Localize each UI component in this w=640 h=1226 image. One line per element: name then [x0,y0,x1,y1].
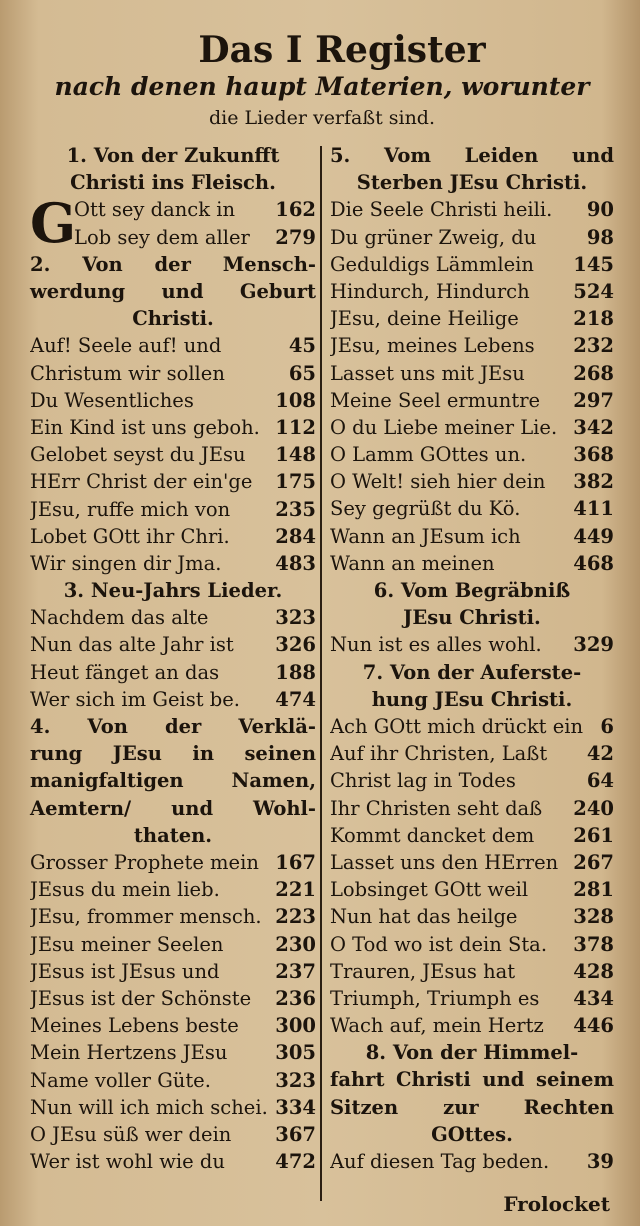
index-entry: O Welt! sieh hier dein 382 [329,470,614,494]
drop-cap-block [30,191,316,256]
left-column [30,142,320,1201]
section-8-heading-line-3: Sitzen zur Rechten [329,1095,614,1119]
page-subtitle: nach denen haupt Materien, worunter [54,72,590,101]
index-entry: JEsu meiner Seelen 230 [30,932,316,956]
section-4-entries [30,849,316,1175]
section-7-heading: 7. Von der Auferste- [362,660,582,684]
index-entry: Die Seele Christi heili. 90 [329,198,614,222]
index-entry: Ach GOtt mich drückt ein 6 [329,715,614,739]
section-5-heading: 5. Vom Leiden und [329,144,614,167]
index-entry: O du Liebe meiner Lie. 342 [329,415,614,439]
index-entry: Trauren, JEsus hat 428 [329,959,614,983]
right-column [322,142,614,1201]
section-8-heading: 8. Von der Himmel- [365,1041,579,1065]
register-columns [30,142,614,1201]
section-1-heading: 1. Von der Zukunfft [66,144,280,167]
index-entry: Geduldigs Lämmlein 145 [329,252,614,276]
index-entry: Nachdem das alte 323 [30,606,316,630]
section-4-heading-line-5: thaten. [133,823,213,847]
index-entry: JEsu, ruffe mich von 235 [30,497,316,521]
index-entry: Lasset uns mit JEsu 268 [329,361,614,385]
index-entry: JEsu, meines Lebens 232 [329,334,614,358]
index-entry: Gelobet seyst du JEsu 148 [30,443,316,467]
index-entry: Lasset uns den HErren 267 [329,850,614,874]
index-entry: Sey gegrüßt du Kö. 411 [329,497,614,521]
section-8-heading-line-4: GOttes. [431,1122,513,1146]
index-entry: Nun will ich mich schei. 334 [30,1095,316,1119]
catchword: Frolocket [503,1192,610,1216]
index-entry: Meines Lebens beste 300 [30,1014,316,1038]
section-3-entries [30,604,316,713]
index-entry: Wach auf, mein Hertz 446 [329,1014,614,1038]
index-entry: O Lamm GOttes un. 368 [329,443,614,467]
index-entry: Meine Seel ermuntre 297 [329,388,614,412]
index-entry: Christ lag in Todes 64 [329,769,614,793]
index-entry: O Tod wo ist dein Sta. 378 [329,932,614,956]
index-entry: Du Wesentliches 108 [30,388,316,412]
section-4-heading-line-4: Aemtern/ und Wohl- [30,796,316,820]
index-entry: Hindurch, Hindurch 524 [329,279,614,303]
section-4-heading: 4. Von der Verklä- [30,715,316,739]
section-2-entries [30,332,316,577]
index-entry: Auf! Seele auf! und 45 [30,334,316,358]
section-3-heading: 3. Neu-Jahrs Lieder. [63,579,283,603]
index-entry: Nun ist es alles wohl. 329 [329,633,614,657]
index-entry: Name voller Güte. 323 [30,1068,316,1092]
section-1-heading-line-2: Christi ins Fleisch. [70,171,276,195]
index-entry: Ott sey danck in 162 [74,198,316,222]
section-8-heading-line-2: fahrt Christi und seinem [329,1068,614,1092]
section-6-heading: 6. Vom Begräbniß [373,579,571,603]
index-entry: JEsu, deine Heilige 218 [329,307,614,331]
index-entry: Auf diesen Tag beden. 39 [329,1150,614,1174]
index-entry: Auf ihr Christen, Laßt 42 [329,742,614,766]
index-entry: Wir singen dir Jma. 483 [30,551,316,575]
index-entry: Triumph, Triumph es 434 [329,986,614,1010]
index-entry: Ein Kind ist uns geboh. 112 [30,415,316,439]
section-2-heading-line-2: werdung und Geburt [30,280,316,303]
index-entry: Du grüner Zweig, du 98 [329,225,614,249]
section-2-heading-line-3: Christi. [132,307,214,331]
drop-cap-letter: G [30,191,77,256]
index-entry: O JEsu süß wer dein 367 [30,1122,316,1146]
index-entry: JEsus ist JEsus und 237 [30,959,316,983]
index-entry: Lob sey dem aller 279 [74,225,316,249]
index-entry: Kommt dancket dem 261 [329,823,614,847]
section-7-heading-line-2: hung JEsu Christi. [371,687,573,711]
index-entry: Nun das alte Jahr ist 326 [30,633,316,657]
index-entry: Grosser Prophete mein 167 [30,851,316,875]
index-entry: Lobet GOtt ihr Chri. 284 [30,524,316,548]
index-entry: HErr Christ der ein'ge 175 [30,470,316,494]
index-entry: JEsu, frommer mensch. 223 [30,905,316,929]
page-subtitle-line-2: die Lieder verfaßt sind. [208,107,436,129]
index-entry: Wer ist wohl wie du 472 [30,1150,316,1174]
index-entry: Nun hat das heilge 328 [329,905,614,929]
section-7-entries [330,713,614,1039]
index-entry: Ihr Christen seht daß 240 [329,796,614,820]
section-5-heading-line-2: Sterben JEsu Christi. [356,171,588,195]
index-entry: JEsus ist der Schönste 236 [30,987,316,1010]
index-entry: Christum wir sollen 65 [30,361,316,385]
section-4-heading-line-3: manigfaltigen Namen, [30,769,316,793]
section-5-entries [330,196,614,577]
section-4-heading-line-2: rung JEsu in seinen [30,742,316,766]
page-title: Das I Register [198,29,486,71]
index-entry: Heut fänget an das 188 [30,660,316,684]
index-entry: Lobsinget GOtt weil 281 [329,878,614,902]
index-entry: Wer sich im Geist be. 474 [30,687,316,711]
index-entry: Mein Hertzens JEsu 305 [30,1041,316,1065]
index-entry: JEsus du mein lieb. 221 [30,878,316,902]
index-entry: Wann an meinen 468 [329,551,614,575]
index-entry: Wann an JEsum ich 449 [329,524,614,548]
section-2-heading: 2. Von der Mensch- [30,252,316,276]
section-6-heading-line-2: JEsu Christi. [403,606,541,630]
